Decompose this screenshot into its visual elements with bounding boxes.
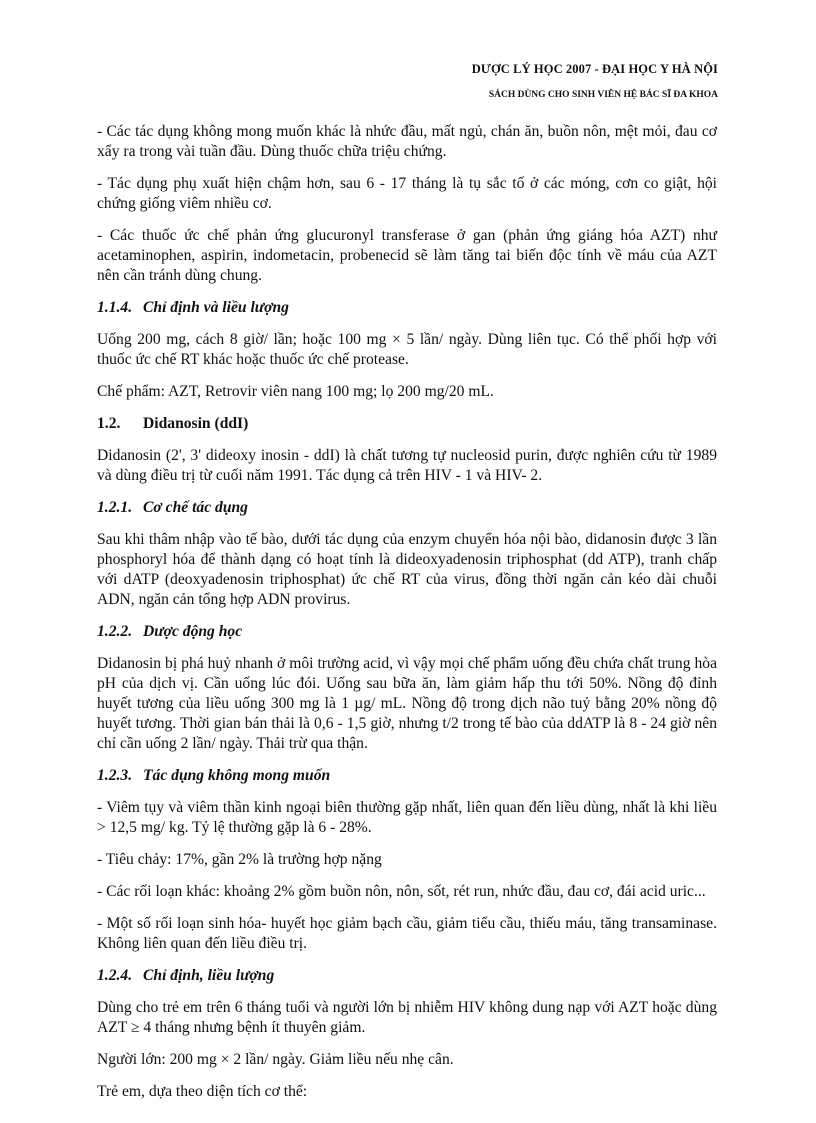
heading-number: 1.2.1.: [97, 499, 133, 516]
heading-number: 1.2.4.: [97, 967, 133, 984]
paragraph: - Viêm tụy và viêm thần kinh ngoại biên thường gặp nhất, liên quan đến liều dùng, nhất là khi liều > 12,5 mg/ kg. Tỷ lệ thường gặp là 6 - 28%.: [97, 799, 717, 836]
paragraph: Trẻ em, dựa theo diện tích cơ thể:: [97, 1083, 308, 1100]
section-heading: [97, 414, 717, 434]
heading-number: 1.2.3.: [97, 767, 133, 784]
subsection-heading: [97, 622, 717, 642]
subsection-heading: [97, 498, 717, 518]
paragraph: Didanosin (2', 3' dideoxy inosin - ddI) là chất tương tự nucleosid purin, được nghiên cứu từ 1989 và dùng điều trị từ cuối năm 1991. Tác dụng cả trên HIV - 1 và HIV- 2.: [97, 447, 717, 484]
paragraph: Chế phẩm: AZT, Retrovir viên nang 100 mg; lọ 200 mg/20 mL.: [97, 383, 494, 400]
subsection-heading: [97, 966, 717, 986]
header-subtitle: SÁCH DÙNG CHO SINH VIÊN HỆ BÁC SĨ ĐA KHOA: [488, 90, 718, 100]
paragraph: Uống 200 mg, cách 8 giờ/ lần; hoặc 100 mg × 5 lần/ ngày. Dùng liên tục. Có thể phối hợp với thuốc ức chế RT khác hoặc thuốc ức chế protease.: [97, 331, 717, 368]
document-body: [97, 122, 717, 1114]
paragraph: - Tiêu chảy: 17%, gần 2% là trường hợp nặng: [97, 851, 382, 868]
heading-number: 1.1.4.: [97, 299, 133, 316]
paragraph: - Các rối loạn khác: khoảng 2% gồm buồn nôn, nôn, sốt, rét run, nhức đầu, đau cơ, đái acid uric...: [97, 883, 706, 900]
heading-number: 1.2.: [97, 415, 121, 432]
heading-text: Didanosin (ddI): [143, 415, 249, 432]
subsection-heading: [97, 766, 717, 786]
paragraph: - Tác dụng phụ xuất hiện chậm hơn, sau 6 - 17 tháng là tụ sắc tố ở các móng, cơn co giật, hội chứng giống viêm nhiều cơ.: [97, 175, 717, 212]
paragraph: - Một số rối loạn sinh hóa- huyết học giảm bạch cầu, giảm tiểu cầu, thiếu máu, tăng transaminase. Không liên quan đến liều điều trị.: [97, 915, 717, 952]
heading-text: Dược động học: [143, 623, 243, 640]
header-title: DƯỢC LÝ HỌC 2007 - ĐẠI HỌC Y HÀ NỘI: [471, 62, 718, 76]
paragraph: - Các tác dụng không mong muốn khác là nhức đầu, mất ngủ, chán ăn, buồn nôn, mệt mỏi, đau cơ xẩy ra trong vài tuần đầu. Dùng thuốc chữa triệu chứng.: [97, 123, 717, 160]
paragraph: Dùng cho trẻ em trên 6 tháng tuổi và người lớn bị nhiễm HIV không dung nạp với AZT hoặc dùng AZT ≥ 4 tháng nhưng bệnh ít thuyên giảm.: [97, 999, 717, 1036]
subsection-heading: [97, 298, 717, 318]
paragraph: Người lớn: 200 mg × 2 lần/ ngày. Giảm liều nếu nhẹ cân.: [97, 1051, 454, 1068]
paragraph: Sau khi thâm nhập vào tế bào, dưới tác dụng của enzym chuyển hóa nội bào, didanosin được 3 lần phosphoryl hóa để thành dạng có hoạt tính là dideoxyadenosin triphosphat (dd ATP), tranh chấp với dATP (deoxyadenosin triphosphat) ức chế RT của virus, đồng thời ngăn cản kéo dài chuỗi ADN, ngăn cản tổng hợp ADN provirus.: [97, 531, 717, 608]
heading-text: Chỉ định và liều lượng: [143, 299, 289, 316]
heading-text: Chỉ định, liều lượng: [143, 967, 275, 984]
paragraph: - Các thuốc ức chế phản ứng glucuronyl transferase ở gan (phản ứng giáng hóa AZT) như acetaminophen, aspirin, indometacin, probenecid sẽ làm tăng tai biến độc tính về máu của AZT nên cần tránh dùng chung.: [97, 227, 717, 284]
heading-number: 1.2.2.: [97, 623, 133, 640]
paragraph: Didanosin bị phá huỷ nhanh ở môi trường acid, vì vậy mọi chế phẩm uống đều chứa chất trung hòa pH của dịch vị. Cần uống lúc đói. Uống sau bữa ăn, làm giảm hấp thu tới 50%. Nồng độ đỉnh huyết tương của liều uống 300 mg là 1 µg/ mL. Nồng độ trong dịch não tuỷ bằng 20% nồng độ huyết tương. Thời gian bán thải là 0,6 - 1,5 giờ, nhưng t/2 trong tế bào của ddATP là 8 - 24 giờ nên chỉ cần uống 2 lần/ ngày. Thải trừ qua thận.: [97, 655, 717, 752]
heading-text: Cơ chế tác dụng: [143, 499, 248, 516]
heading-text: Tác dụng không mong muốn: [143, 767, 331, 784]
